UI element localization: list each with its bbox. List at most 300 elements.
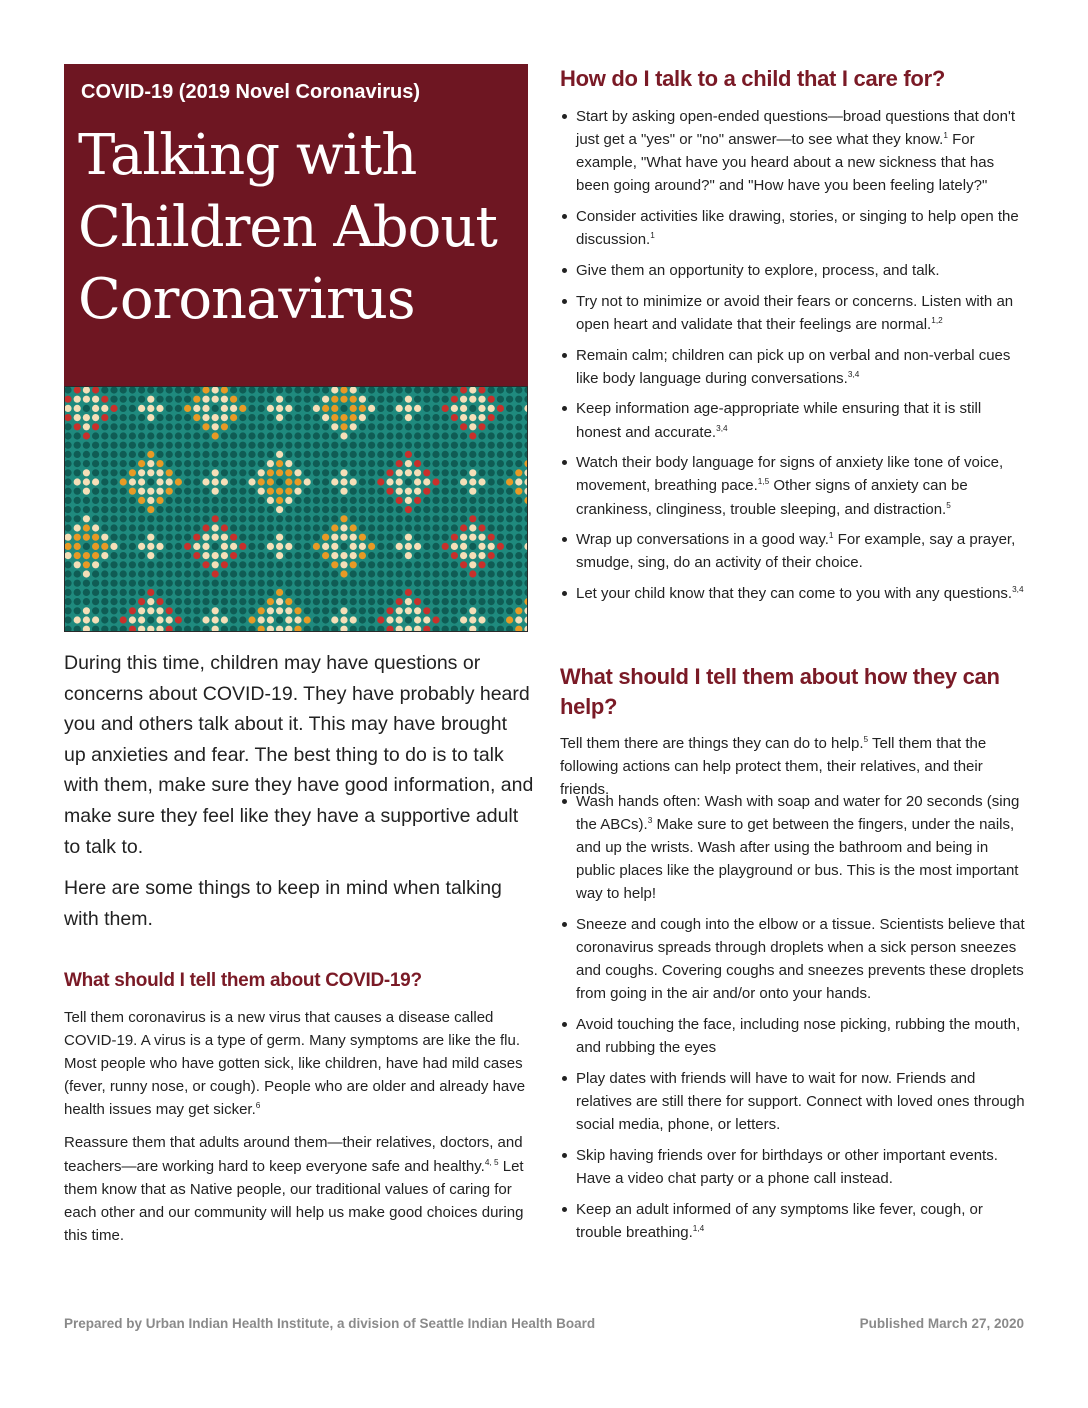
pattern-bead	[377, 589, 384, 596]
pattern-bead	[83, 414, 90, 421]
pattern-bead	[120, 589, 127, 596]
pattern-bead	[515, 616, 522, 623]
pattern-bead	[74, 506, 81, 513]
pattern-bead	[83, 478, 90, 485]
pattern-bead	[506, 561, 513, 568]
pattern-bead	[175, 598, 182, 605]
pattern-bead	[212, 414, 219, 421]
pattern-bead	[322, 561, 329, 568]
pattern-bead	[396, 442, 403, 449]
pattern-bead	[451, 589, 458, 596]
pattern-bead	[451, 451, 458, 458]
pattern-bead	[120, 405, 127, 412]
pattern-bead	[414, 423, 421, 430]
pattern-bead	[221, 469, 228, 476]
pattern-bead	[340, 451, 347, 458]
pattern-bead	[166, 405, 173, 412]
pattern-bead	[239, 570, 246, 577]
pattern-bead	[405, 478, 412, 485]
pattern-bead	[304, 598, 311, 605]
pattern-bead	[83, 460, 90, 467]
pattern-bead	[350, 616, 357, 623]
pattern-bead	[156, 497, 163, 504]
pattern-bead	[478, 598, 485, 605]
pattern-bead	[239, 506, 246, 513]
pattern-bead	[92, 543, 99, 550]
pattern-bead	[110, 478, 117, 485]
pattern-bead	[506, 469, 513, 476]
pattern-bead	[202, 405, 209, 412]
pattern-bead	[193, 607, 200, 614]
pattern-bead	[478, 423, 485, 430]
pattern-bead	[221, 589, 228, 596]
pattern-bead	[101, 469, 108, 476]
pattern-bead	[442, 589, 449, 596]
pattern-bead	[239, 515, 246, 522]
pattern-bead	[350, 561, 357, 568]
pattern-bead	[460, 561, 467, 568]
pattern-bead	[193, 598, 200, 605]
pattern-bead	[396, 552, 403, 559]
pattern-bead	[202, 515, 209, 522]
pattern-bead	[101, 488, 108, 495]
pattern-bead	[294, 598, 301, 605]
pattern-bead	[469, 396, 476, 403]
pattern-bead	[184, 524, 191, 531]
pattern-bead	[101, 396, 108, 403]
pattern-bead	[156, 451, 163, 458]
pattern-bead	[221, 561, 228, 568]
pattern-bead	[202, 534, 209, 541]
pattern-bead	[110, 524, 117, 531]
pattern-bead	[313, 561, 320, 568]
pattern-bead	[405, 524, 412, 531]
pattern-bead	[285, 451, 292, 458]
pattern-bead	[469, 616, 476, 623]
pattern-bead	[276, 561, 283, 568]
pattern-bead	[129, 451, 136, 458]
pattern-bead	[377, 469, 384, 476]
pattern-bead	[285, 616, 292, 623]
pattern-bead	[248, 442, 255, 449]
pattern-bead	[110, 396, 117, 403]
pattern-bead	[221, 451, 228, 458]
pattern-bead	[442, 451, 449, 458]
pattern-bead	[469, 534, 476, 541]
pattern-bead	[377, 598, 384, 605]
pattern-bead	[184, 497, 191, 504]
pattern-bead	[230, 589, 237, 596]
pattern-bead	[304, 580, 311, 587]
pattern-bead	[285, 580, 292, 587]
pattern-bead	[304, 488, 311, 495]
pattern-bead	[386, 580, 393, 587]
pattern-bead	[166, 414, 173, 421]
pattern-bead	[193, 405, 200, 412]
pattern-bead	[267, 616, 274, 623]
pattern-bead	[350, 534, 357, 541]
pattern-bead	[193, 432, 200, 439]
pattern-bead	[405, 616, 412, 623]
pattern-bead	[83, 543, 90, 550]
pattern-bead	[276, 469, 283, 476]
pattern-bead	[386, 460, 393, 467]
pattern-bead	[193, 460, 200, 467]
pattern-bead	[248, 414, 255, 421]
pattern-bead	[138, 598, 145, 605]
pattern-bead	[239, 543, 246, 550]
pattern-bead	[120, 598, 127, 605]
pattern-bead	[267, 570, 274, 577]
pattern-bead	[120, 414, 127, 421]
pattern-bead	[405, 515, 412, 522]
pattern-bead	[147, 524, 154, 531]
pattern-bead	[248, 478, 255, 485]
pattern-bead	[83, 488, 90, 495]
pattern-bead	[469, 469, 476, 476]
pattern-bead	[156, 405, 163, 412]
pattern-bead	[239, 478, 246, 485]
pattern-bead	[92, 432, 99, 439]
pattern-bead	[129, 497, 136, 504]
pattern-bead	[110, 589, 117, 596]
pattern-bead	[304, 570, 311, 577]
pattern-bead	[239, 405, 246, 412]
pattern-bead	[497, 589, 504, 596]
pattern-bead	[414, 414, 421, 421]
pattern-bead	[340, 423, 347, 430]
pattern-bead	[488, 598, 495, 605]
pattern-bead	[331, 488, 338, 495]
pattern-bead	[442, 488, 449, 495]
pattern-bead	[304, 607, 311, 614]
pattern-bead	[258, 469, 265, 476]
pattern-bead	[120, 543, 127, 550]
pattern-bead	[386, 488, 393, 495]
pattern-bead	[340, 442, 347, 449]
pattern-bead	[248, 423, 255, 430]
pattern-bead	[377, 414, 384, 421]
pattern-bead	[469, 423, 476, 430]
pattern-bead	[294, 451, 301, 458]
pattern-bead	[432, 589, 439, 596]
pattern-bead	[405, 423, 412, 430]
pattern-bead	[258, 515, 265, 522]
pattern-bead	[212, 451, 219, 458]
pattern-bead	[221, 598, 228, 605]
pattern-bead	[340, 488, 347, 495]
pattern-bead	[331, 607, 338, 614]
pattern-bead	[423, 561, 430, 568]
pattern-bead	[515, 405, 522, 412]
pattern-bead	[230, 451, 237, 458]
pattern-bead	[248, 396, 255, 403]
pattern-bead	[405, 405, 412, 412]
pattern-bead	[138, 607, 145, 614]
pattern-bead	[460, 570, 467, 577]
pattern-bead	[120, 497, 127, 504]
pattern-bead	[432, 580, 439, 587]
footer-credit: Prepared by Urban Indian Health Institute, a division of Seattle Indian Health Board	[64, 1316, 596, 1331]
pattern-bead	[442, 524, 449, 531]
pattern-bead	[156, 506, 163, 513]
pattern-bead	[258, 478, 265, 485]
pattern-bead	[386, 589, 393, 596]
pattern-bead	[212, 488, 219, 495]
pattern-bead	[350, 460, 357, 467]
pattern-bead	[230, 414, 237, 421]
pattern-bead	[175, 589, 182, 596]
pattern-bead	[92, 561, 99, 568]
pattern-bead	[506, 432, 513, 439]
pattern-bead	[304, 497, 311, 504]
talk-tip-item: Remain calm; children can pick up on verbal and non-verbal cues like body language during conversations.$^{3,4}$	[560, 344, 1030, 390]
pattern-bead	[331, 414, 338, 421]
pattern-bead	[515, 607, 522, 614]
pattern-bead	[83, 580, 90, 587]
pattern-bead	[92, 405, 99, 412]
pattern-bead	[193, 469, 200, 476]
pattern-bead	[294, 589, 301, 596]
pattern-bead	[239, 396, 246, 403]
pattern-bead	[202, 589, 209, 596]
pattern-bead	[221, 607, 228, 614]
pattern-bead	[193, 442, 200, 449]
pattern-bead	[83, 552, 90, 559]
pattern-bead	[101, 534, 108, 541]
pattern-bead	[322, 534, 329, 541]
pattern-bead	[469, 570, 476, 577]
pattern-bead	[386, 432, 393, 439]
pattern-bead	[350, 506, 357, 513]
pattern-bead	[239, 497, 246, 504]
pattern-bead	[147, 580, 154, 587]
pattern-bead	[92, 497, 99, 504]
pattern-bead	[230, 552, 237, 559]
pattern-bead	[156, 524, 163, 531]
pattern-bead	[432, 423, 439, 430]
pattern-bead	[451, 515, 458, 522]
pattern-bead	[74, 570, 81, 577]
pattern-bead	[175, 524, 182, 531]
pattern-bead	[313, 442, 320, 449]
pattern-bead	[432, 570, 439, 577]
pattern-bead	[101, 506, 108, 513]
pattern-bead	[212, 580, 219, 587]
pattern-bead	[129, 561, 136, 568]
pattern-bead	[506, 570, 513, 577]
pattern-bead	[221, 543, 228, 550]
pattern-bead	[230, 469, 237, 476]
pattern-bead	[138, 396, 145, 403]
pattern-bead	[488, 515, 495, 522]
pattern-bead	[239, 589, 246, 596]
pattern-bead	[156, 442, 163, 449]
pattern-bead	[451, 460, 458, 467]
pattern-bead	[359, 543, 366, 550]
pattern-bead	[451, 506, 458, 513]
pattern-bead	[405, 451, 412, 458]
pattern-bead	[101, 561, 108, 568]
pattern-bead	[110, 460, 117, 467]
pattern-bead	[258, 488, 265, 495]
pattern-bead	[258, 543, 265, 550]
pattern-bead	[129, 543, 136, 550]
pattern-bead	[304, 414, 311, 421]
pattern-bead	[74, 497, 81, 504]
help-action-item: Sneeze and cough into the elbow or a tissue. Scientists believe that coronavirus spreads through droplets when a sick person sneezes and coughs. Covering coughs and sneezes prevents these droplets from going in the air and/or onto your hands.	[560, 913, 1030, 1005]
pattern-bead	[202, 478, 209, 485]
pattern-bead	[414, 460, 421, 467]
pattern-bead	[147, 589, 154, 596]
pattern-bead	[368, 543, 375, 550]
pattern-bead	[405, 497, 412, 504]
pattern-bead	[175, 396, 182, 403]
pattern-bead	[368, 497, 375, 504]
pattern-bead	[313, 552, 320, 559]
pattern-bead	[423, 524, 430, 531]
pattern-bead	[129, 432, 136, 439]
pattern-bead	[469, 488, 476, 495]
pattern-bead	[368, 405, 375, 412]
pattern-bead	[432, 543, 439, 550]
pattern-bead	[239, 442, 246, 449]
pattern-bead	[120, 488, 127, 495]
pattern-bead	[285, 524, 292, 531]
pattern-bead	[304, 469, 311, 476]
pattern-bead	[460, 442, 467, 449]
pattern-bead	[432, 488, 439, 495]
talk-tip-item: Let your child know that they can come to you with any questions.$^{3,4}$	[560, 582, 1030, 605]
pattern-bead	[184, 589, 191, 596]
pattern-bead	[110, 442, 117, 449]
pattern-bead	[460, 589, 467, 596]
pattern-bead	[405, 607, 412, 614]
pattern-bead	[414, 589, 421, 596]
pattern-bead	[138, 534, 145, 541]
pattern-bead	[120, 432, 127, 439]
pattern-bead	[331, 423, 338, 430]
pattern-bead	[368, 442, 375, 449]
help-action-item: Avoid touching the face, including nose picking, rubbing the mouth, and rubbing the eyes	[560, 1013, 1030, 1059]
pattern-bead	[285, 460, 292, 467]
pattern-bead	[166, 570, 173, 577]
pattern-bead	[74, 451, 81, 458]
pattern-bead	[212, 423, 219, 430]
pattern-bead	[74, 561, 81, 568]
pattern-bead	[166, 515, 173, 522]
pattern-bead	[230, 460, 237, 467]
pattern-bead	[184, 552, 191, 559]
pattern-bead	[506, 497, 513, 504]
pattern-bead	[276, 405, 283, 412]
pattern-bead	[258, 570, 265, 577]
pattern-bead	[414, 515, 421, 522]
pattern-bead	[377, 543, 384, 550]
pattern-bead	[276, 580, 283, 587]
pattern-bead	[294, 506, 301, 513]
pattern-bead	[350, 580, 357, 587]
talk-tip-item: Watch their body language for signs of anxiety like tone of voice, movement, breathing pace.$^{1,5}$ Other signs of anxiety can be crankiness, clinginess, trouble sleeping, and distraction.$^5$	[560, 451, 1030, 520]
pattern-bead	[202, 423, 209, 430]
pattern-bead	[248, 543, 255, 550]
pattern-bead	[469, 414, 476, 421]
pattern-bead	[396, 543, 403, 550]
pattern-bead	[432, 607, 439, 614]
pattern-bead	[129, 414, 136, 421]
pattern-bead	[442, 543, 449, 550]
pattern-bead	[147, 607, 154, 614]
pattern-bead	[442, 506, 449, 513]
pattern-bead	[276, 432, 283, 439]
pattern-bead	[258, 580, 265, 587]
pattern-bead	[469, 506, 476, 513]
pattern-bead	[175, 543, 182, 550]
pattern-bead	[414, 570, 421, 577]
pattern-bead	[101, 405, 108, 412]
pattern-bead	[74, 515, 81, 522]
pattern-bead	[460, 497, 467, 504]
pattern-bead	[92, 460, 99, 467]
pattern-bead	[478, 469, 485, 476]
pattern-bead	[377, 460, 384, 467]
pattern-bead	[166, 423, 173, 430]
pattern-bead	[442, 607, 449, 614]
pattern-bead	[138, 497, 145, 504]
pattern-bead	[74, 589, 81, 596]
pattern-bead	[147, 543, 154, 550]
pattern-bead	[147, 469, 154, 476]
pattern-bead	[340, 478, 347, 485]
pattern-bead	[396, 423, 403, 430]
pattern-bead	[221, 396, 228, 403]
pattern-bead	[488, 488, 495, 495]
pattern-bead	[267, 488, 274, 495]
pattern-bead	[230, 506, 237, 513]
pattern-bead	[294, 524, 301, 531]
pattern-bead	[248, 469, 255, 476]
pattern-bead	[212, 432, 219, 439]
pattern-bead	[451, 552, 458, 559]
pattern-bead	[129, 442, 136, 449]
pattern-bead	[129, 506, 136, 513]
pattern-bead	[488, 580, 495, 587]
pattern-bead	[129, 469, 136, 476]
pattern-bead	[202, 469, 209, 476]
pattern-bead	[313, 432, 320, 439]
pattern-bead	[129, 423, 136, 430]
pattern-bead	[478, 414, 485, 421]
pattern-bead	[331, 543, 338, 550]
pattern-bead	[184, 598, 191, 605]
pattern-bead	[442, 598, 449, 605]
pattern-bead	[212, 497, 219, 504]
pattern-bead	[322, 580, 329, 587]
pattern-bead	[304, 589, 311, 596]
pattern-bead	[432, 451, 439, 458]
pattern-bead	[460, 616, 467, 623]
pattern-bead	[396, 405, 403, 412]
pattern-bead	[377, 515, 384, 522]
pattern-bead	[451, 442, 458, 449]
pattern-bead	[368, 580, 375, 587]
pattern-bead	[92, 515, 99, 522]
pattern-bead	[515, 497, 522, 504]
pattern-bead	[488, 478, 495, 485]
pattern-bead	[294, 414, 301, 421]
pattern-bead	[515, 561, 522, 568]
pattern-bead	[212, 396, 219, 403]
